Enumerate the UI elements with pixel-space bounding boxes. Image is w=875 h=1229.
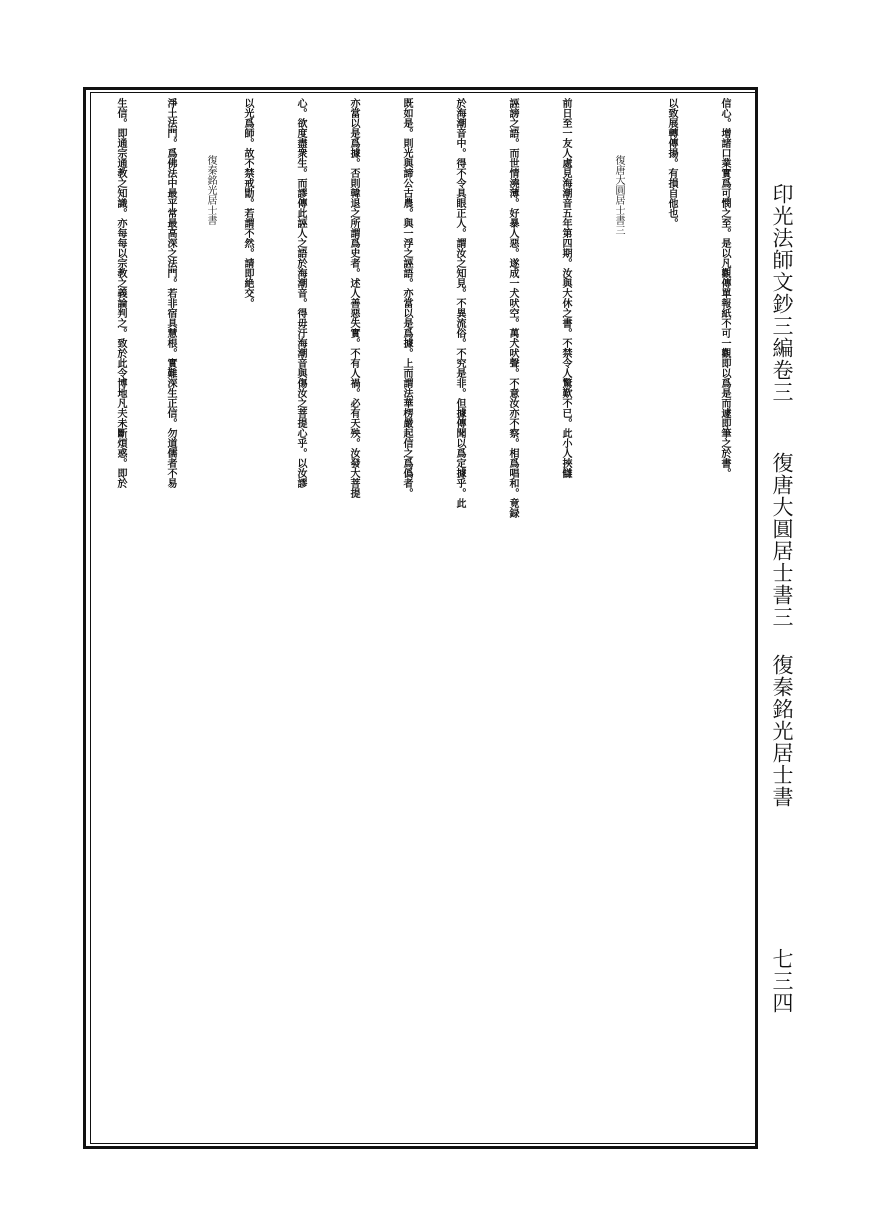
text-column: 既如是。則光與諦公古農。與一浮之誣語。亦當以是爲據。上而謂法華楞嚴起信之爲僞者。 bbox=[401, 98, 412, 498]
text-column: 信心。增諸口業實爲可憫之至。是以凡觀傳單報紙不可一觀即以爲是而遽即筆之於書。 bbox=[719, 98, 730, 478]
page-frame-spine bbox=[755, 87, 758, 1149]
text-column: 淨土法門。爲佛法中最平常最高深之法門。若非宿具慧根。實難深生正信。勿道儒者不易 bbox=[165, 98, 176, 488]
page-number: 七三四 bbox=[770, 948, 794, 1014]
text-column: 誣謗之語。而世情澆薄。好暴人惡。遂成一犬吠空。萬犬吠聲。不意汝亦不察。相爲唱和。竟録 bbox=[507, 98, 518, 518]
section-titles bbox=[766, 452, 798, 808]
text-column: 前日至一友人處見海潮音五年第四期。汝與大休之書。不禁令人驚歎不已。此小人挾讎 bbox=[560, 98, 571, 478]
text-column: 心。欲度盡衆生。而謬傳此誣人之語於海潮音。得毋汙海潮音與傷汝之菩提心乎。以汝謬 bbox=[295, 98, 306, 488]
section-title-1: 復唐大圓居士書三 bbox=[770, 452, 794, 628]
text-column: 亦當以是爲據。否則韓退之所謂爲史者。述人善惡失實。不有人禍。必有天殃。汝發大菩提 bbox=[348, 98, 359, 498]
text-column: 以致展轉傳揚。有損自他也。 bbox=[666, 98, 677, 228]
text-column: 於海潮音中。得不令具眼正人。謂汝之知見。不異流俗。不究是非。但據傳聞以爲定據乎。此 bbox=[454, 98, 465, 508]
letter-heading: 復唐大圓居士書三 bbox=[613, 155, 624, 235]
letter-heading: 復秦銘光居士書 bbox=[205, 155, 216, 225]
section-title-2: 復秦銘光居士書 bbox=[770, 654, 794, 808]
text-column: 生信。即通宗通教之知識。亦每每以宗教之義論判之。致於此令博地凡夫未斷煩惑。即於 bbox=[115, 98, 126, 488]
text-column: 以光爲師。故不禁戒勖。若謂不然。請即絶交。 bbox=[242, 98, 253, 308]
book-title: 印光法師文鈔三編卷三 bbox=[770, 183, 794, 403]
